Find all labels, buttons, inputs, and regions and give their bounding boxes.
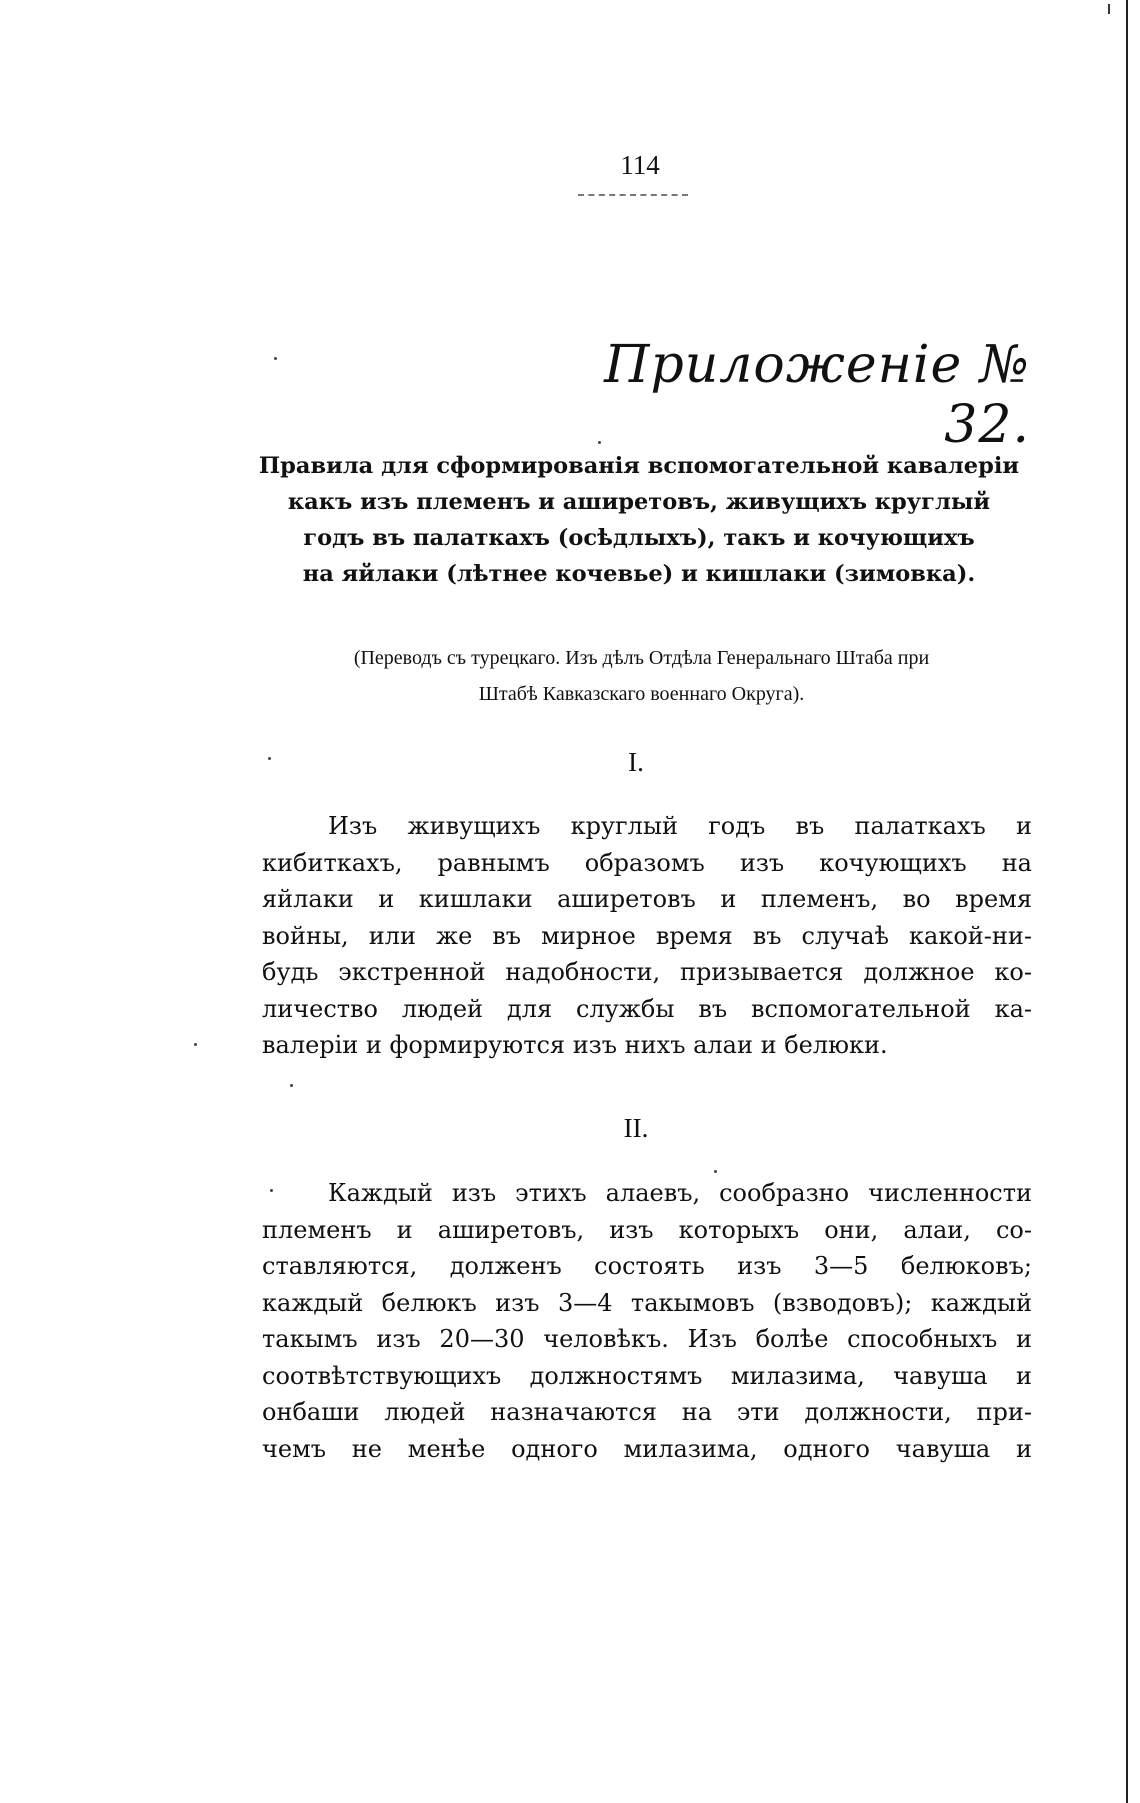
text-line: будь экстренной надобности, призывается должное ко-: [262, 958, 1032, 986]
scan-speck: [598, 441, 601, 444]
text-line: ставляются, долженъ состоять изъ 3—5 белюковъ;: [262, 1252, 1032, 1280]
appendix-title: Приложеніе № 32.: [604, 335, 1030, 455]
text-line: онбаши людей назначаются на эти должности, при-: [262, 1398, 1032, 1426]
scan-speck: [194, 1043, 197, 1046]
page-number: 114: [620, 150, 660, 180]
translation-note: [260, 640, 1023, 712]
note-line: (Переводъ съ турецкаго. Изъ дѣлъ Отдѣла Генеральнаго Штаба при: [353, 647, 930, 669]
text-line: личество людей для службы въ вспомогательной ка-: [262, 994, 1032, 1023]
heading-line: на яйлаки (лѣтнее кочевье) и кишлаки (зимовка).: [302, 561, 976, 587]
scan-speck: [268, 757, 271, 760]
text-line: Изъ живущихъ круглый годъ въ палаткахъ и: [328, 812, 1032, 840]
text-line: племенъ и аширетовъ, изъ которыхъ они, алаи, со-: [262, 1215, 1032, 1244]
text-line: яйлаки и кишлаки аширетовъ и племенъ, во время: [262, 885, 1032, 913]
rules-heading: [255, 448, 1023, 592]
scan-speck: [714, 1170, 717, 1173]
section-2-paragraph: [262, 1175, 1032, 1467]
text-line: кибиткахъ, равнымъ образомъ изъ кочующихъ на: [262, 848, 1032, 877]
scan-speck: [274, 357, 277, 360]
text-line: валеріи и формируются изъ нихъ алаи и белюки.: [262, 1031, 888, 1059]
scan-speck: [270, 1189, 273, 1192]
heading-line: Правила для сформированія вспомогательной кавалеріи: [258, 453, 1020, 479]
section-numeral-1: I.: [628, 747, 644, 777]
scan-speck: [290, 1084, 293, 1087]
text-line: войны, или же въ мирное время въ случаѣ какой-ни-: [262, 921, 1032, 950]
page-edge-mark: [1108, 4, 1110, 14]
text-line: Каждый изъ этихъ алаевъ, сообразно численности: [328, 1179, 1032, 1207]
section-numeral-2: II.: [623, 1113, 649, 1143]
text-line: чемъ не менѣе одного милазима, одного чавуша и: [262, 1434, 1032, 1463]
heading-line: годъ въ палаткахъ (осѣдлыхъ), такъ и кочующихъ: [303, 525, 975, 551]
heading-line: какъ изъ племенъ и аширетовъ, живущихъ круглый: [287, 489, 991, 515]
text-line: такымъ изъ 20—30 человѣкъ. Изъ болѣе способныхъ и: [262, 1325, 1032, 1353]
page-number-flourish: [578, 186, 688, 196]
text-line: каждый белюкъ изъ 3—4 такымовъ (взводовъ); каждый: [262, 1288, 1032, 1317]
page-edge-line: [1126, 0, 1128, 1803]
section-1-paragraph: [262, 808, 1032, 1064]
note-line: Штабѣ Кавказскаго военнаго Округа).: [478, 683, 805, 705]
text-line: соотвѣтствующихъ должностямъ милазима, чавуша и: [262, 1361, 1032, 1390]
